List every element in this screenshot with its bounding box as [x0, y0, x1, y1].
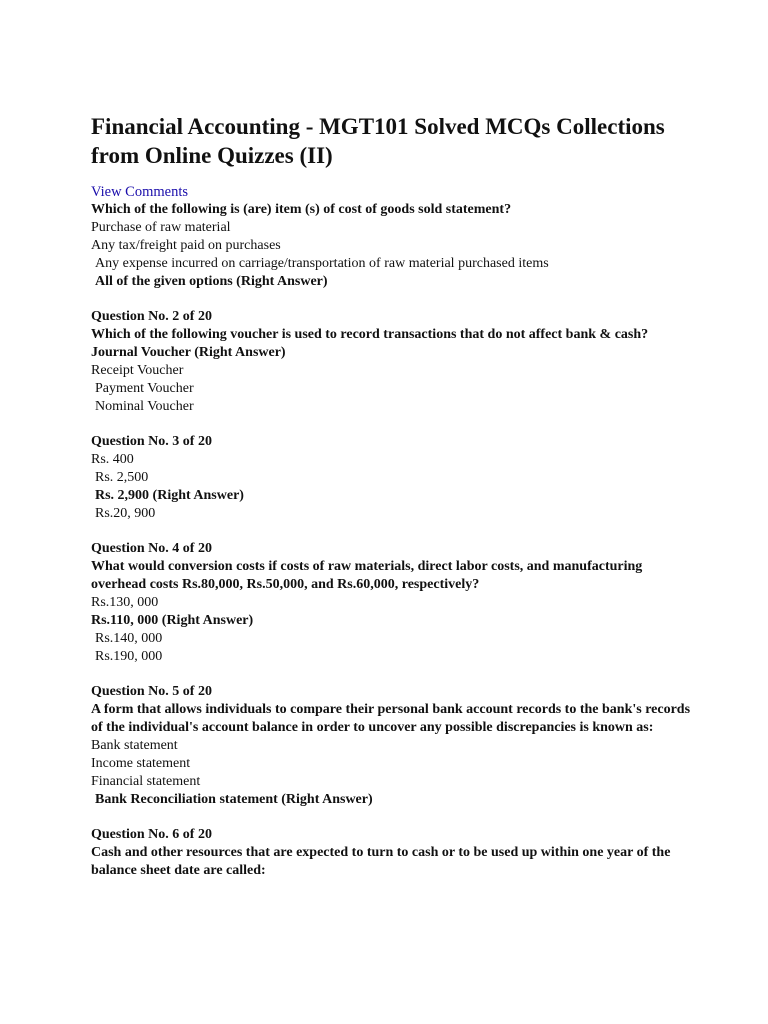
answer-option: Rs. 2,500 [95, 470, 149, 485]
question-2 [91, 308, 691, 416]
answer-option: Rs.20, 900 [95, 506, 156, 521]
answer-option: Rs.130, 000 [91, 595, 159, 610]
question-header: Question No. 4 of 20 [91, 541, 212, 556]
question-text: What would conversion costs if costs of raw materials, direct labor costs, and manufacturing overhead costs Rs.80,000, Rs.50,000, and Rs.60,000, respectively? [91, 559, 646, 592]
question-4 [91, 540, 691, 666]
answer-option: Income statement [91, 756, 191, 771]
answer-option: Any tax/freight paid on purchases [91, 238, 281, 253]
correct-answer: Rs.110, 000 (Right Answer) [91, 613, 254, 628]
question-header: Question No. 5 of 20 [91, 684, 212, 699]
answer-option: Rs.140, 000 [95, 631, 163, 646]
answer-option: Payment Voucher [95, 381, 194, 396]
answer-option: Receipt Voucher [91, 363, 184, 378]
question-text: Cash and other resources that are expected to turn to cash or to be used up within one year of the balance sheet date are called: [91, 845, 674, 878]
quiz-content [91, 201, 694, 897]
question-header: Question No. 2 of 20 [91, 309, 212, 324]
answer-option: Nominal Voucher [95, 399, 194, 414]
question-header: Question No. 3 of 20 [91, 434, 212, 449]
question-3 [91, 433, 691, 523]
answer-option: Rs.190, 000 [95, 649, 163, 664]
correct-answer: Rs. 2,900 (Right Answer) [95, 488, 244, 503]
question-5 [91, 683, 694, 809]
answer-option: Rs. 400 [91, 452, 134, 467]
answer-option: Any expense incurred on carriage/transportation of raw material purchased items [95, 256, 549, 271]
question-text: Which of the following voucher is used to record transactions that do not affect bank & cash? [91, 327, 649, 342]
answer-option: Purchase of raw material [91, 220, 231, 235]
question-text: Which of the following is (are) item (s) of cost of goods sold statement? [91, 202, 512, 217]
question-1 [91, 201, 691, 291]
answer-option: Bank statement [91, 738, 178, 753]
view-comments-link[interactable]: View Comments [91, 184, 188, 200]
correct-answer: Journal Voucher (Right Answer) [91, 345, 286, 360]
question-text: A form that allows individuals to compare their personal bank account records to the bank's records of the individual's account balance in order to uncover any possible discrepancies is known as: [91, 702, 694, 735]
question-header: Question No. 6 of 20 [91, 827, 212, 842]
correct-answer: Bank Reconciliation statement (Right Answer) [95, 792, 373, 807]
correct-answer: All of the given options (Right Answer) [95, 274, 328, 289]
answer-option: Financial statement [91, 774, 201, 789]
page-title: Financial Accounting - MGT101 Solved MCQs Collections from Online Quizzes (II) [91, 114, 665, 168]
question-6 [91, 826, 691, 880]
